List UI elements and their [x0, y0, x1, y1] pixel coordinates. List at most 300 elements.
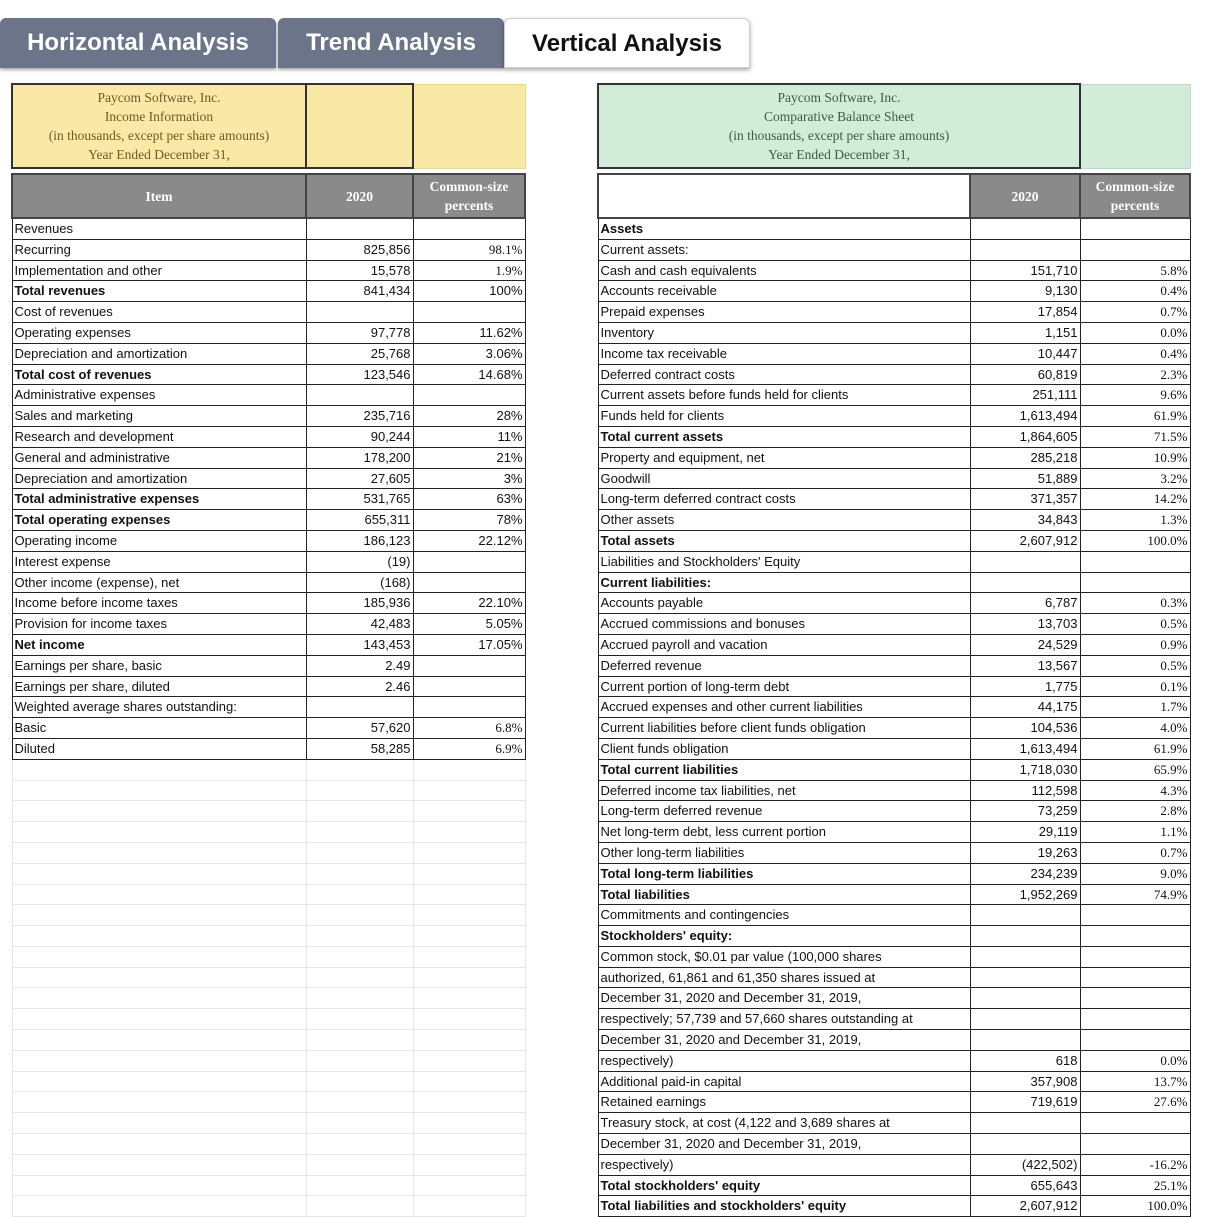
table-row	[598, 364, 1190, 385]
table-row	[598, 926, 1190, 947]
table-row	[12, 218, 525, 239]
row-value: 57,620	[306, 718, 413, 739]
row-label: Sales and marketing	[12, 406, 306, 427]
row-common-size: 11%	[413, 426, 525, 447]
table-row	[598, 1175, 1190, 1196]
empty-cell	[306, 1030, 413, 1051]
table-row	[598, 302, 1190, 323]
row-value: 9,130	[970, 281, 1080, 302]
row-value	[970, 218, 1080, 239]
row-value: 13,703	[970, 614, 1080, 635]
table-row	[598, 447, 1190, 468]
empty-cell	[413, 1030, 525, 1051]
income-title-spacer	[306, 84, 413, 168]
row-value: 285,218	[970, 447, 1080, 468]
row-common-size: 100%	[413, 281, 525, 302]
income-col-pct-line2: percents	[444, 198, 494, 213]
balance-units-note: (in thousands, except per share amounts)	[728, 128, 950, 143]
row-label: Deferred contract costs	[598, 364, 970, 385]
row-label: Total liabilities	[598, 884, 970, 905]
balance-title-spacer	[1080, 84, 1190, 168]
table-row	[12, 572, 525, 593]
empty-cell	[306, 946, 413, 967]
table-row	[12, 738, 525, 759]
row-common-size	[1080, 1134, 1190, 1155]
row-label: Property and equipment, net	[598, 447, 970, 468]
empty-cell	[306, 1196, 413, 1217]
empty-cell	[306, 822, 413, 843]
row-value: 841,434	[306, 281, 413, 302]
row-value: (422,502)	[970, 1154, 1080, 1175]
row-value: 2,607,912	[970, 1196, 1080, 1217]
row-value	[970, 572, 1080, 593]
row-label: Cash and cash equivalents	[598, 260, 970, 281]
table-row	[12, 697, 525, 718]
table-row	[12, 343, 525, 364]
row-label: Research and development	[12, 426, 306, 447]
row-value: 1,718,030	[970, 759, 1080, 780]
row-value	[970, 551, 1080, 572]
empty-row	[12, 1071, 525, 1092]
empty-cell	[413, 926, 525, 947]
row-value: 371,357	[970, 489, 1080, 510]
table-row	[12, 634, 525, 655]
row-common-size: 61.9%	[1080, 406, 1190, 427]
empty-cell	[12, 1113, 306, 1134]
table-row	[12, 530, 525, 551]
row-label: Current liabilities before client funds obligation	[598, 718, 970, 739]
row-common-size: 0.3%	[1080, 593, 1190, 614]
table-row	[12, 260, 525, 281]
row-label: Current assets:	[598, 239, 970, 260]
empty-row	[12, 780, 525, 801]
row-label: Net income	[12, 634, 306, 655]
row-value	[970, 239, 1080, 260]
row-common-size: 6.8%	[413, 718, 525, 739]
row-label: Funds held for clients	[598, 406, 970, 427]
row-value	[970, 946, 1080, 967]
table-row	[12, 510, 525, 531]
row-common-size: 10.9%	[1080, 447, 1190, 468]
row-label: Accounts payable	[598, 593, 970, 614]
empty-cell	[12, 780, 306, 801]
empty-cell	[306, 967, 413, 988]
table-row	[598, 801, 1190, 822]
row-value: 2.46	[306, 676, 413, 697]
row-common-size: 0.4%	[1080, 281, 1190, 302]
row-value: 357,908	[970, 1071, 1080, 1092]
table-row	[598, 946, 1190, 967]
row-label: Current assets before funds held for clients	[598, 385, 970, 406]
empty-cell	[12, 1050, 306, 1071]
row-label: Total long-term liabilities	[598, 863, 970, 884]
row-common-size: 0.9%	[1080, 634, 1190, 655]
row-label: Administrative expenses	[12, 385, 306, 406]
empty-cell	[306, 801, 413, 822]
row-label: Long-term deferred contract costs	[598, 489, 970, 510]
row-common-size	[413, 385, 525, 406]
row-label: Basic	[12, 718, 306, 739]
table-row	[598, 218, 1190, 239]
empty-cell	[413, 759, 525, 780]
balance-statement-name: Comparative Balance Sheet	[764, 109, 914, 124]
row-value: 44,175	[970, 697, 1080, 718]
row-label: respectively; 57,739 and 57,660 shares outstanding at	[598, 1009, 970, 1030]
row-common-size: 0.5%	[1080, 655, 1190, 676]
row-label: respectively)	[598, 1154, 970, 1175]
row-common-size: 9.0%	[1080, 863, 1190, 884]
table-row	[598, 572, 1190, 593]
empty-cell	[413, 988, 525, 1009]
row-label: Total current assets	[598, 426, 970, 447]
row-label: Income tax receivable	[598, 343, 970, 364]
balance-col-item	[598, 174, 970, 218]
empty-row	[12, 801, 525, 822]
table-row	[598, 1154, 1190, 1175]
row-common-size: 22.12%	[413, 530, 525, 551]
row-common-size	[413, 676, 525, 697]
empty-cell	[413, 863, 525, 884]
empty-row	[12, 1030, 525, 1051]
table-row	[12, 614, 525, 635]
row-common-size: 1.7%	[1080, 697, 1190, 718]
empty-row	[12, 967, 525, 988]
row-value	[970, 967, 1080, 988]
row-label: Current portion of long-term debt	[598, 676, 970, 697]
row-value: (168)	[306, 572, 413, 593]
empty-cell	[413, 801, 525, 822]
table-row	[598, 593, 1190, 614]
row-label: Operating income	[12, 530, 306, 551]
row-value: 27,605	[306, 468, 413, 489]
row-value: 25,768	[306, 343, 413, 364]
row-label: Total current liabilities	[598, 759, 970, 780]
row-common-size: 11.62%	[413, 322, 525, 343]
empty-row	[12, 988, 525, 1009]
table-row	[598, 239, 1190, 260]
income-col-pct-line1: Common-size	[429, 179, 509, 194]
row-label: Deferred revenue	[598, 655, 970, 676]
empty-cell	[413, 1134, 525, 1155]
row-common-size	[413, 655, 525, 676]
row-label: Other long-term liabilities	[598, 842, 970, 863]
empty-row	[12, 946, 525, 967]
empty-cell	[306, 905, 413, 926]
row-common-size: 13.7%	[1080, 1071, 1190, 1092]
table-row	[12, 406, 525, 427]
row-value: 251,111	[970, 385, 1080, 406]
row-value	[970, 1134, 1080, 1155]
table-row	[12, 447, 525, 468]
row-value: 143,453	[306, 634, 413, 655]
row-common-size	[1080, 988, 1190, 1009]
row-value	[970, 1009, 1080, 1030]
table-row	[598, 260, 1190, 281]
row-common-size	[413, 218, 525, 239]
table-row	[598, 614, 1190, 635]
table-row	[12, 302, 525, 323]
row-value	[306, 218, 413, 239]
row-value: 19,263	[970, 842, 1080, 863]
row-common-size: 0.7%	[1080, 842, 1190, 863]
table-row	[12, 489, 525, 510]
row-value: 112,598	[970, 780, 1080, 801]
empty-cell	[306, 842, 413, 863]
empty-cell	[306, 759, 413, 780]
empty-cell	[12, 822, 306, 843]
row-common-size: 17.05%	[413, 634, 525, 655]
row-common-size: 25.1%	[1080, 1175, 1190, 1196]
balance-sheet-table	[597, 83, 1191, 1217]
row-value: 123,546	[306, 364, 413, 385]
row-label: Revenues	[12, 218, 306, 239]
empty-cell	[12, 759, 306, 780]
row-label: Other assets	[598, 510, 970, 531]
row-value	[970, 1030, 1080, 1051]
row-value	[970, 1113, 1080, 1134]
empty-cell	[12, 884, 306, 905]
row-label: Accounts receivable	[598, 281, 970, 302]
empty-cell	[413, 1113, 525, 1134]
empty-cell	[306, 1154, 413, 1175]
row-common-size: 63%	[413, 489, 525, 510]
empty-cell	[306, 1071, 413, 1092]
empty-cell	[12, 926, 306, 947]
row-value: 186,123	[306, 530, 413, 551]
table-row	[598, 718, 1190, 739]
balance-company-name: Paycom Software, Inc.	[777, 90, 901, 105]
empty-row	[12, 905, 525, 926]
row-common-size: 5.05%	[413, 614, 525, 635]
balance-col-pct-line1: Common-size	[1095, 179, 1175, 194]
row-value	[970, 988, 1080, 1009]
table-row	[598, 1092, 1190, 1113]
balance-col-pct-line2: percents	[1110, 198, 1160, 213]
empty-cell	[12, 1030, 306, 1051]
table-row	[598, 738, 1190, 759]
row-common-size: 4.3%	[1080, 780, 1190, 801]
empty-cell	[413, 905, 525, 926]
table-row	[598, 406, 1190, 427]
income-statement-table	[11, 83, 526, 1217]
empty-cell	[12, 1175, 306, 1196]
empty-cell	[306, 1134, 413, 1155]
row-common-size	[1080, 1009, 1190, 1030]
row-common-size	[1080, 551, 1190, 572]
row-common-size: 74.9%	[1080, 884, 1190, 905]
empty-cell	[306, 884, 413, 905]
table-row	[12, 281, 525, 302]
empty-cell	[413, 780, 525, 801]
row-common-size: 65.9%	[1080, 759, 1190, 780]
row-common-size: -16.2%	[1080, 1154, 1190, 1175]
row-label: Net long-term debt, less current portion	[598, 822, 970, 843]
row-label: Other income (expense), net	[12, 572, 306, 593]
empty-cell	[12, 967, 306, 988]
tab-trend-analysis[interactable]: Trend Analysis	[278, 18, 504, 68]
table-row	[598, 1071, 1190, 1092]
empty-cell	[413, 1154, 525, 1175]
table-row	[598, 468, 1190, 489]
table-row	[598, 385, 1190, 406]
row-common-size	[413, 551, 525, 572]
row-label: Retained earnings	[598, 1092, 970, 1113]
row-common-size: 0.5%	[1080, 614, 1190, 635]
row-common-size: 14.68%	[413, 364, 525, 385]
empty-cell	[306, 780, 413, 801]
table-row	[598, 780, 1190, 801]
empty-cell	[413, 1050, 525, 1071]
empty-cell	[12, 1196, 306, 1217]
table-row	[598, 1050, 1190, 1071]
table-row	[598, 1196, 1190, 1217]
table-row	[598, 842, 1190, 863]
income-statement-name: Income Information	[104, 109, 214, 124]
row-label: Accrued payroll and vacation	[598, 634, 970, 655]
balance-col-year: 2020	[970, 174, 1080, 218]
empty-row	[12, 1092, 525, 1113]
row-label: Total revenues	[12, 281, 306, 302]
row-value: 73,259	[970, 801, 1080, 822]
row-label: December 31, 2020 and December 31, 2019,	[598, 988, 970, 1009]
row-label: Total operating expenses	[12, 510, 306, 531]
row-common-size: 0.4%	[1080, 343, 1190, 364]
row-label: Recurring	[12, 239, 306, 260]
row-label: Accrued expenses and other current liabilities	[598, 697, 970, 718]
table-row	[12, 322, 525, 343]
balance-col-common-size	[1080, 174, 1190, 218]
income-col-item: Item	[12, 174, 306, 218]
table-row	[598, 426, 1190, 447]
empty-cell	[306, 988, 413, 1009]
empty-cell	[306, 1175, 413, 1196]
row-label: Stockholders' equity:	[598, 926, 970, 947]
empty-cell	[12, 1009, 306, 1030]
row-value: 6,787	[970, 593, 1080, 614]
table-row	[598, 863, 1190, 884]
row-label: Interest expense	[12, 551, 306, 572]
row-common-size: 3%	[413, 468, 525, 489]
row-value: 655,311	[306, 510, 413, 531]
empty-cell	[306, 1009, 413, 1030]
row-label: Inventory	[598, 322, 970, 343]
income-col-year: 2020	[306, 174, 413, 218]
row-common-size: 0.7%	[1080, 302, 1190, 323]
row-value: 34,843	[970, 510, 1080, 531]
table-row	[598, 634, 1190, 655]
empty-row	[12, 863, 525, 884]
row-label: Accrued commissions and bonuses	[598, 614, 970, 635]
row-label: Prepaid expenses	[598, 302, 970, 323]
row-common-size: 71.5%	[1080, 426, 1190, 447]
row-label: Additional paid-in capital	[598, 1071, 970, 1092]
row-common-size: 61.9%	[1080, 738, 1190, 759]
row-common-size: 1.3%	[1080, 510, 1190, 531]
row-value: 97,778	[306, 322, 413, 343]
row-label: Cost of revenues	[12, 302, 306, 323]
row-common-size: 3.2%	[1080, 468, 1190, 489]
row-value: 2,607,912	[970, 530, 1080, 551]
row-value: 58,285	[306, 738, 413, 759]
row-label: December 31, 2020 and December 31, 2019,	[598, 1134, 970, 1155]
empty-cell	[413, 1009, 525, 1030]
row-value: 151,710	[970, 260, 1080, 281]
empty-row	[12, 842, 525, 863]
empty-cell	[413, 1175, 525, 1196]
row-label: Total administrative expenses	[12, 489, 306, 510]
table-row	[12, 655, 525, 676]
row-label: Total cost of revenues	[12, 364, 306, 385]
income-units-note: (in thousands, except per share amounts)	[48, 128, 270, 143]
empty-row	[12, 926, 525, 947]
row-value	[306, 302, 413, 323]
empty-cell	[413, 884, 525, 905]
empty-cell	[12, 905, 306, 926]
tab-horizontal-analysis[interactable]: Horizontal Analysis	[0, 18, 276, 68]
table-row	[598, 655, 1190, 676]
table-row	[598, 1030, 1190, 1051]
row-value: 13,567	[970, 655, 1080, 676]
empty-cell	[12, 1092, 306, 1113]
row-label: December 31, 2020 and December 31, 2019,	[598, 1030, 970, 1051]
row-value: 1,864,605	[970, 426, 1080, 447]
empty-cell	[12, 842, 306, 863]
row-label: Provision for income taxes	[12, 614, 306, 635]
empty-cell	[12, 946, 306, 967]
row-value	[306, 385, 413, 406]
tab-vertical-analysis[interactable]: Vertical Analysis	[504, 18, 750, 68]
empty-cell	[12, 1154, 306, 1175]
table-row	[12, 364, 525, 385]
income-title-block	[12, 84, 306, 168]
row-label: Long-term deferred revenue	[598, 801, 970, 822]
row-common-size: 1.1%	[1080, 822, 1190, 843]
row-common-size	[1080, 239, 1190, 260]
row-value: 1,613,494	[970, 738, 1080, 759]
empty-row	[12, 1175, 525, 1196]
row-common-size: 4.0%	[1080, 718, 1190, 739]
row-value: 1,151	[970, 322, 1080, 343]
row-label: authorized, 61,861 and 61,350 shares issued at	[598, 967, 970, 988]
table-row	[12, 426, 525, 447]
empty-cell	[306, 1092, 413, 1113]
row-label: Deferred income tax liabilities, net	[598, 780, 970, 801]
row-label: Earnings per share, diluted	[12, 676, 306, 697]
row-common-size: 100.0%	[1080, 1196, 1190, 1217]
income-col-common-size	[413, 174, 525, 218]
row-common-size: 5.8%	[1080, 260, 1190, 281]
row-common-size	[1080, 1030, 1190, 1051]
row-common-size: 0.0%	[1080, 1050, 1190, 1071]
empty-cell	[413, 1071, 525, 1092]
empty-cell	[306, 863, 413, 884]
empty-row	[12, 759, 525, 780]
table-row	[598, 530, 1190, 551]
row-value: 60,819	[970, 364, 1080, 385]
empty-row	[12, 1050, 525, 1071]
empty-cell	[12, 801, 306, 822]
row-common-size: 21%	[413, 447, 525, 468]
table-row	[598, 1009, 1190, 1030]
row-common-size: 98.1%	[413, 239, 525, 260]
row-value: 17,854	[970, 302, 1080, 323]
row-value: 1,952,269	[970, 884, 1080, 905]
row-label: Diluted	[12, 738, 306, 759]
table-row	[12, 551, 525, 572]
income-company-name: Paycom Software, Inc.	[97, 90, 221, 105]
row-value: 1,775	[970, 676, 1080, 697]
empty-cell	[413, 822, 525, 843]
